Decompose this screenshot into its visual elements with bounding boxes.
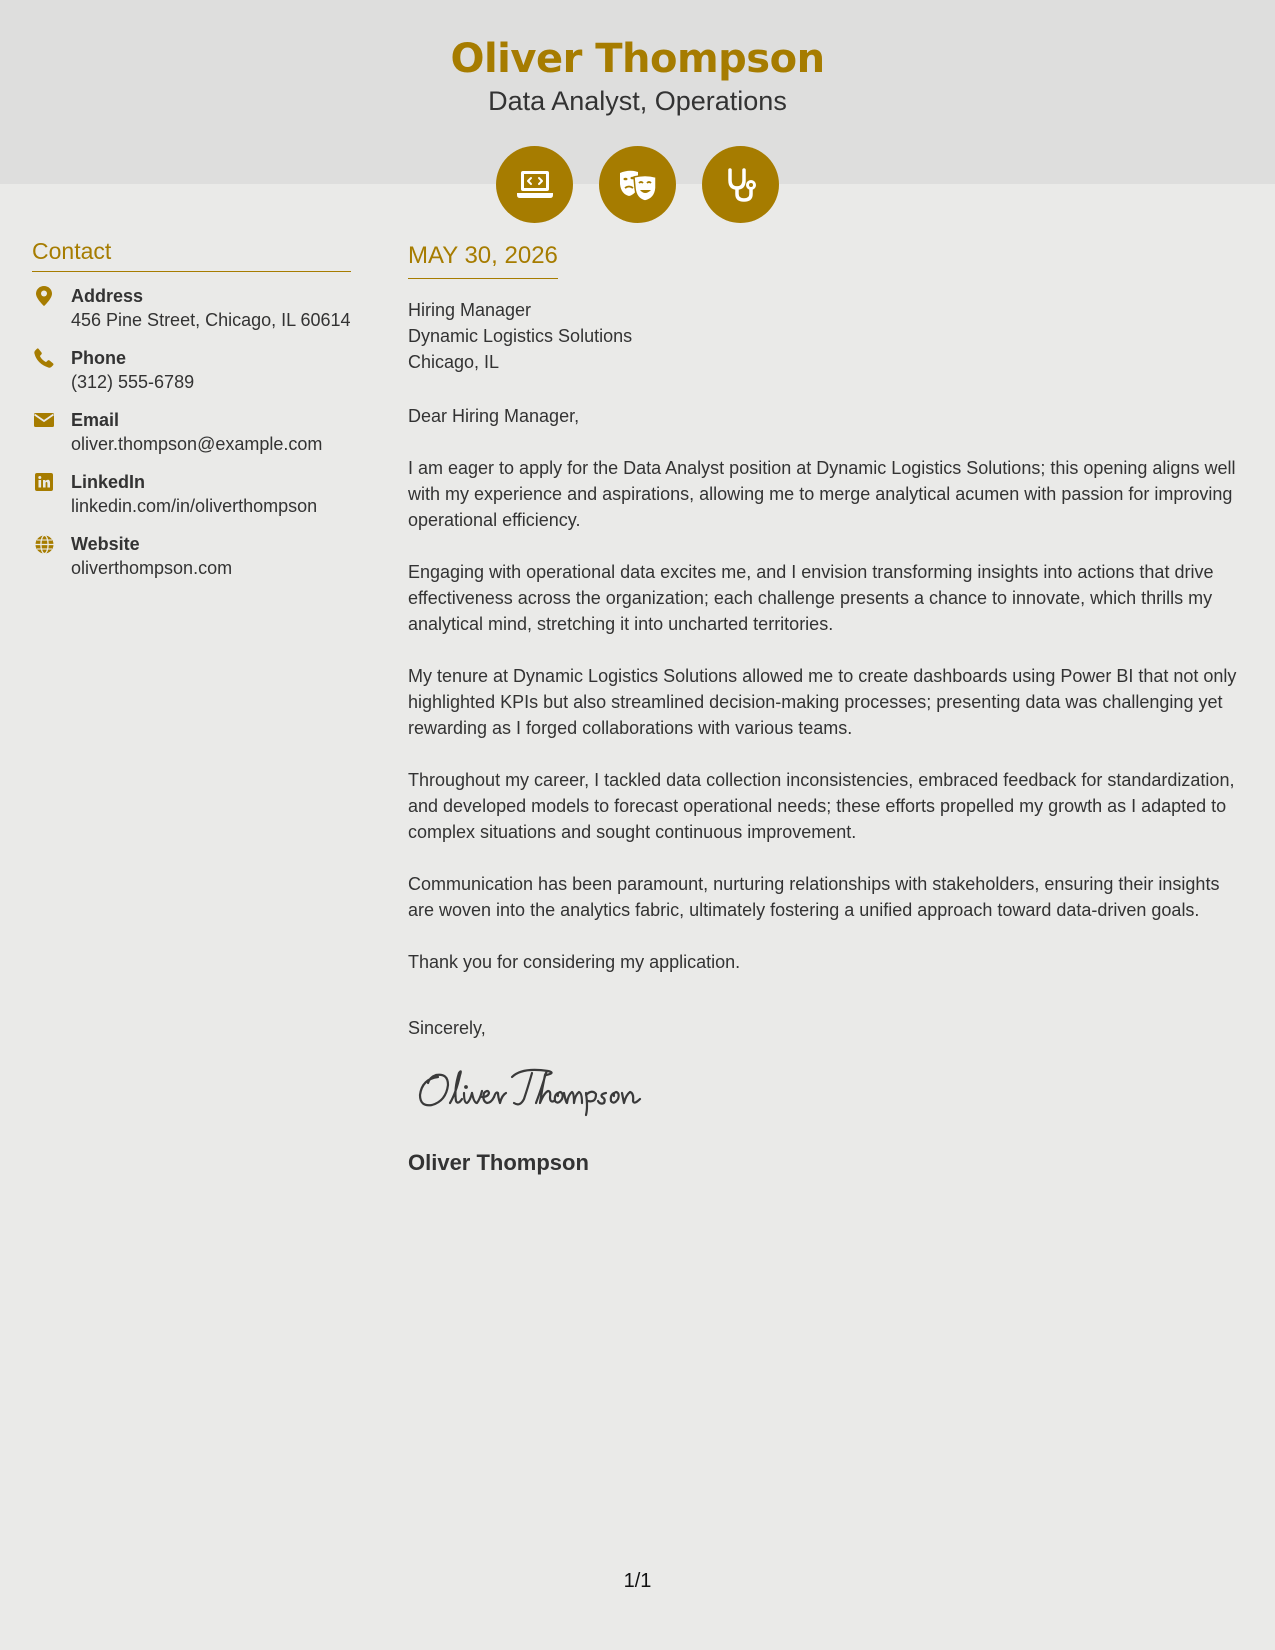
contact-address: [32, 284, 351, 333]
handwritten-signature: [416, 1063, 1243, 1124]
contact-label: Phone: [71, 348, 127, 368]
letter-greeting: Dear Hiring Manager,: [408, 406, 580, 426]
envelope-icon: [34, 410, 54, 430]
globe-icon: [34, 534, 54, 554]
contact-label: Website: [71, 534, 140, 554]
letter-date: MAY 30, 2026: [408, 240, 558, 279]
page-number: 1/1: [623, 1570, 652, 1592]
contact-heading: Contact: [32, 238, 351, 272]
recipient-line: Hiring Manager: [408, 300, 532, 320]
contact-value: oliver.thompson@example.com: [71, 434, 323, 454]
recipient-block: [408, 297, 1243, 375]
linkedin-icon: [34, 472, 54, 492]
letter-paragraph: Throughout my career, I tackled data collection inconsistencies, embraced feedback for standardization, and developed models to forecast operational needs; these efforts propelled my growth as I adapted to complex situations and sought continuous improvement.: [408, 770, 1235, 842]
stethoscope-icon: [702, 146, 779, 223]
letter-paragraph: My tenure at Dynamic Logistics Solutions allowed me to create dashboards using Power BI that not only highlighted KPIs but also streamlined decision-making processes; presenting data was challenging yet rewarding as I forged collaborations with various teams.: [408, 666, 1237, 738]
laptop-code-icon: [496, 146, 573, 223]
letter-paragraph: Engaging with operational data excites me, and I envision transforming insights into actions that drive effectiveness across the organization; each challenge presents a chance to innovate, which thrills my analytical mind, stretching it into uncharted territories.: [408, 562, 1214, 634]
letter-closing: Sincerely,: [408, 1018, 486, 1038]
theater-masks-icon: [599, 146, 676, 223]
map-pin-icon: [34, 286, 54, 306]
contact-label: Email: [71, 410, 120, 430]
recipient-line: Dynamic Logistics Solutions: [408, 326, 633, 346]
contact-email: [32, 408, 351, 457]
header-icon-row: [0, 146, 1275, 223]
contact-phone: [32, 346, 351, 395]
contact-linkedin: [32, 470, 351, 519]
contact-label: Address: [71, 286, 144, 306]
phone-icon: [34, 348, 54, 368]
signer-name: Oliver Thompson: [408, 1150, 589, 1175]
letter-paragraph: Thank you for considering my application.: [408, 952, 741, 972]
applicant-title: Data Analyst, Operations: [488, 86, 787, 116]
recipient-line: Chicago, IL: [408, 352, 500, 372]
applicant-name: Oliver Thompson: [450, 36, 825, 82]
contact-sidebar: [32, 238, 351, 594]
contact-value[interactable]: linkedin.com/in/oliverthompson: [71, 496, 318, 516]
contact-value: 456 Pine Street, Chicago, IL 60614: [71, 310, 351, 330]
letter-paragraph: Communication has been paramount, nurturing relationships with stakeholders, ensuring their insights are woven into the analytics fabric, ultimately fostering a unified approach toward data-driven goals.: [408, 874, 1220, 920]
letter-paragraph: I am eager to apply for the Data Analyst position at Dynamic Logistics Solutions; this opening aligns well with my experience and aspirations, allowing me to merge analytical acumen with passion for improving operational efficiency.: [408, 458, 1236, 530]
contact-value[interactable]: oliverthompson.com: [71, 558, 233, 578]
contact-label: LinkedIn: [71, 472, 146, 492]
contact-website: [32, 532, 351, 581]
contact-value: (312) 555-6789: [71, 372, 195, 392]
cover-letter: [408, 240, 1243, 1176]
